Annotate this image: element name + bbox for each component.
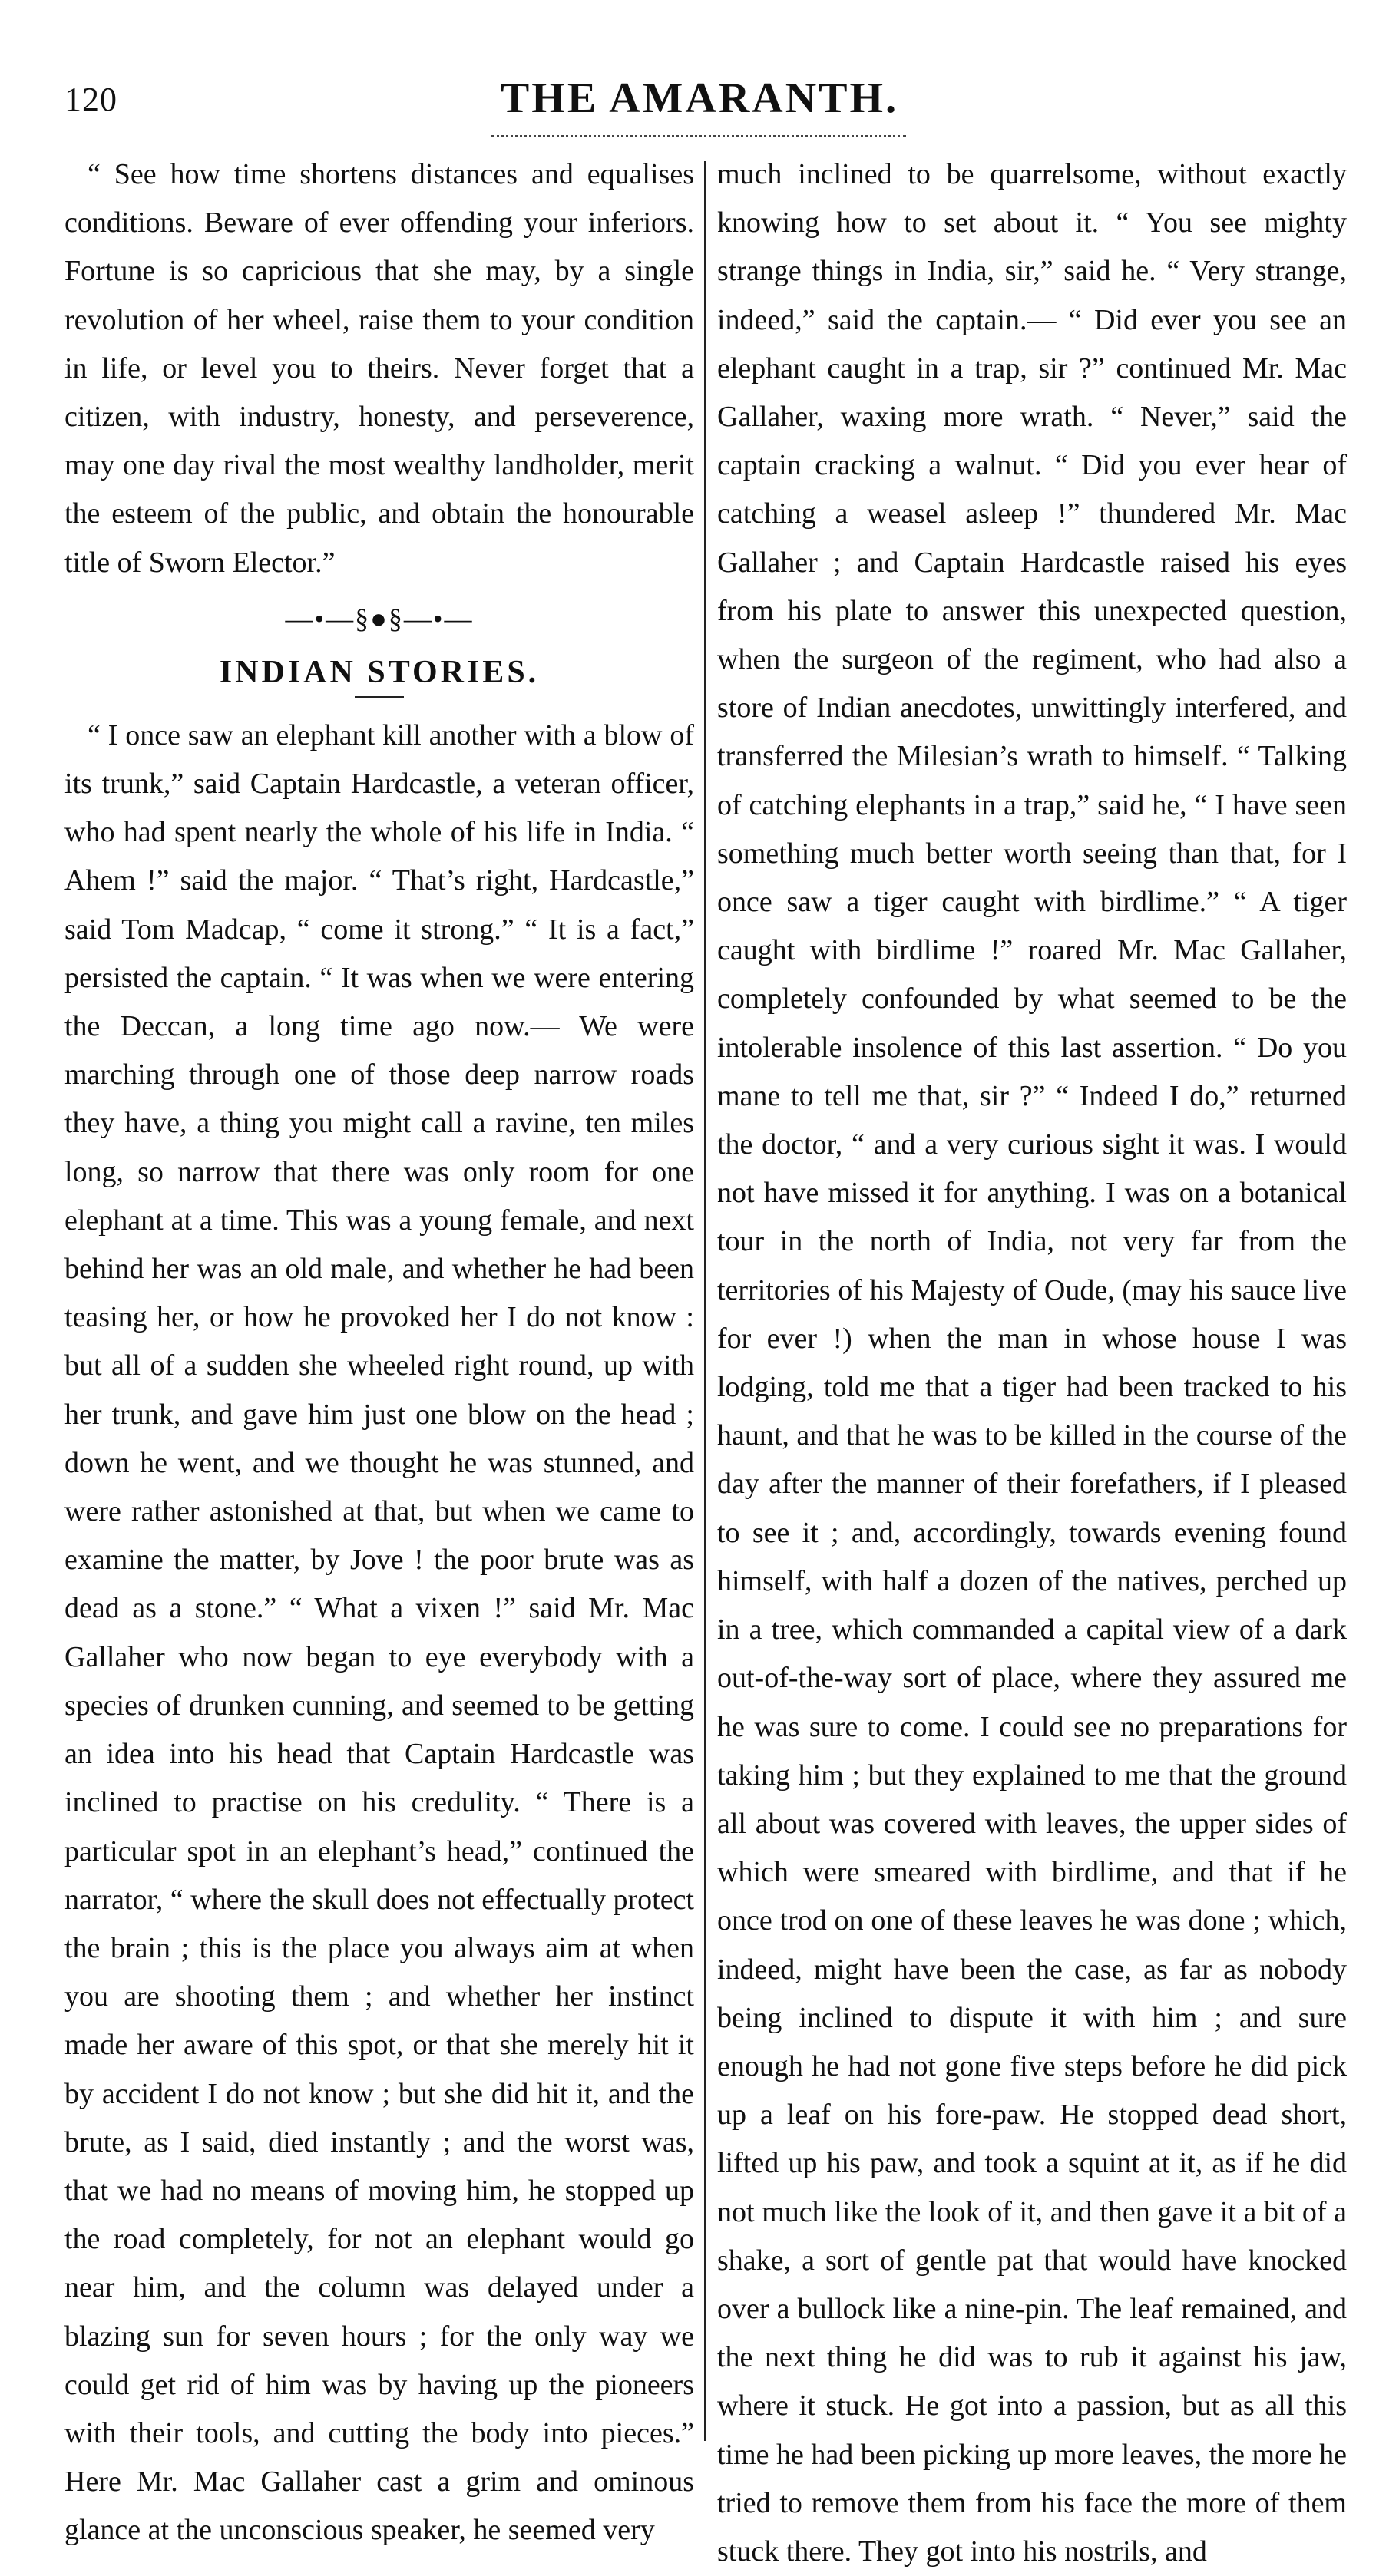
column-divider	[704, 161, 706, 2441]
story-continuation: much inclined to be quarrelsome, without exactly knowing how to set about it. “ You see mighty strange things in India, sir,” said he. “ Very strange, indeed,” said the captain.— “ Did ever you see an elephant caught in a trap, sir ?” continued Mr. Mac Gallaher, waxing more wrath. “ Never,” said the captain cracking a walnut. “ Did you ever hear of catching a weasel asleep !” thundered Mr. Mac Gallaher ; and Captain Hardcastle raised his eyes from his plate to answer this unexpected question, when the surgeon of the regiment, who had also a store of Indian anecdotes, unwittingly interfered, and transferred the Milesian’s wrath to himself. “ Talking of catching elephants in a trap,” said he, “ I have seen something much better worth seeing than that, for I once saw a tiger caught with birdlime.” “ A tiger caught with birdlime !” roared Mr. Mac Gallaher, completely confounded by what seemed to be the intolerable insolence of this last assertion. “ Do you mane to tell me that, sir ?” “ Indeed I do,” returned the doctor, “ and a very curious sight it was. I would not have missed it for anything. I was on a botanical tour in the north of India, not very far from the territories of his Majesty of Oude, (may his sauce live for ever !) when the man in whose house I was lodging, told me that a tiger had been tracked to his haunt, and that he was to be killed in the course of the day after the manner of their forefathers, if I pleased to see it ; and, accordingly, towards evening found himself, with half a dozen of the natives, perched up in a tree, which commanded a capital view of a dark out-of-the-way sort of place, where they assured me he was sure to come. I could see no preparations for taking him ; but they explained to me that the ground all about was covered with leaves, the upper sides of which were smeared with birdlime, and that if he once trod on one of these leaves he was done ; which, indeed, might have been the case, as far as nobody being inclined to dispute it with him ; and sure enough he had not gone five steps before he did pick up a leaf on his fore-paw. He stopped dead short, lifted up his paw, and took a squint at it, as if he did not much like the look of it, and then gave it a bit of a shake, a sort of gentle pat that would have knocked over a bullock like a nine-pin. The leaf remained, and the next thing he did was to rub it against his jaw, where it stuck. He got into a passion, but as all this time he had been picking up more leaves, the more he tried to remove them from his face the more of them stuck there. They got into his nostrils, and	[717, 158, 1347, 2568]
closing-paragraph: “ See how time shortens distances and equalises conditions. Beware of ever offending your inferiors. Fortune is so capricious that she may, by a single revolution of her wheel, raise them to your condition in life, or level you to theirs. Never forget that a citizen, with industry, honesty, and perseverence, may one day rival the most wealthy landholder, merit the esteem of the public, and obtain the honourable title of Sworn Elector.”	[64, 158, 694, 579]
left-column	[64, 150, 694, 2547]
title-rule	[355, 696, 404, 698]
running-title: THE AMARANTH.	[500, 74, 899, 122]
story-paragraph: “ I once saw an elephant kill another with a blow of its trunk,” said Captain Hardcastle, a veteran officer, who had spent nearly the whole of his life in India. “ Ahem !” said the major. “ That’s right, Hardcastle,” said Tom Madcap, “ come it strong.” “ It is a fact,” persisted the captain. “ It was when we were entering the Deccan, a long time ago now.— We were marching through one of those deep narrow roads they have, a thing you might call a ravine, ten miles long, so narrow that there was only room for one elephant at a time. This was a young female, and next behind her was an old male, and whether he had been teasing her, or how he provoked her I do not know : but all of a sudden she wheeled right round, up with her trunk, and gave him just one blow on the head ; down he went, and we thought he was stunned, and were rather astonished at that, but when we came to examine the matter, by Jove ! the poor brute was as dead as a stone.” “ What a vixen !” said Mr. Mac Gallaher who now began to eye everybody with a species of drunken cunning, and seemed to be getting an idea into his head that Captain Hardcastle was inclined to practise on his credulity. “ There is a particular spot in an elephant’s head,” continued the narrator, “ where the skull does not effectually protect the brain ; this is the place you always aim at when you are shooting them ; and whether her instinct made her aware of this spot, or that she merely hit it by accident I do not know ; but she did hit it, and the brute, as I said, died instantly ; and the worst was, that we had no means of moving him, he stopped up the road completely, for not an elephant would go near him, and the column was delayed under a blazing sun for seven hours ; for the only way we could get rid of him was by having up the pioneers with their tools, and cutting the body into pieces.” Here Mr. Mac Gallaher cast a grim and ominous glance at the unconscious speaker, he seemed very	[64, 718, 694, 2547]
section-ornament: —•—§●§—•—	[285, 603, 474, 634]
section-title: INDIAN STORIES.	[219, 654, 540, 690]
page-header	[0, 0, 1399, 154]
page-number: 120	[64, 81, 117, 118]
header-rule	[491, 135, 906, 137]
right-column	[717, 150, 1347, 2568]
